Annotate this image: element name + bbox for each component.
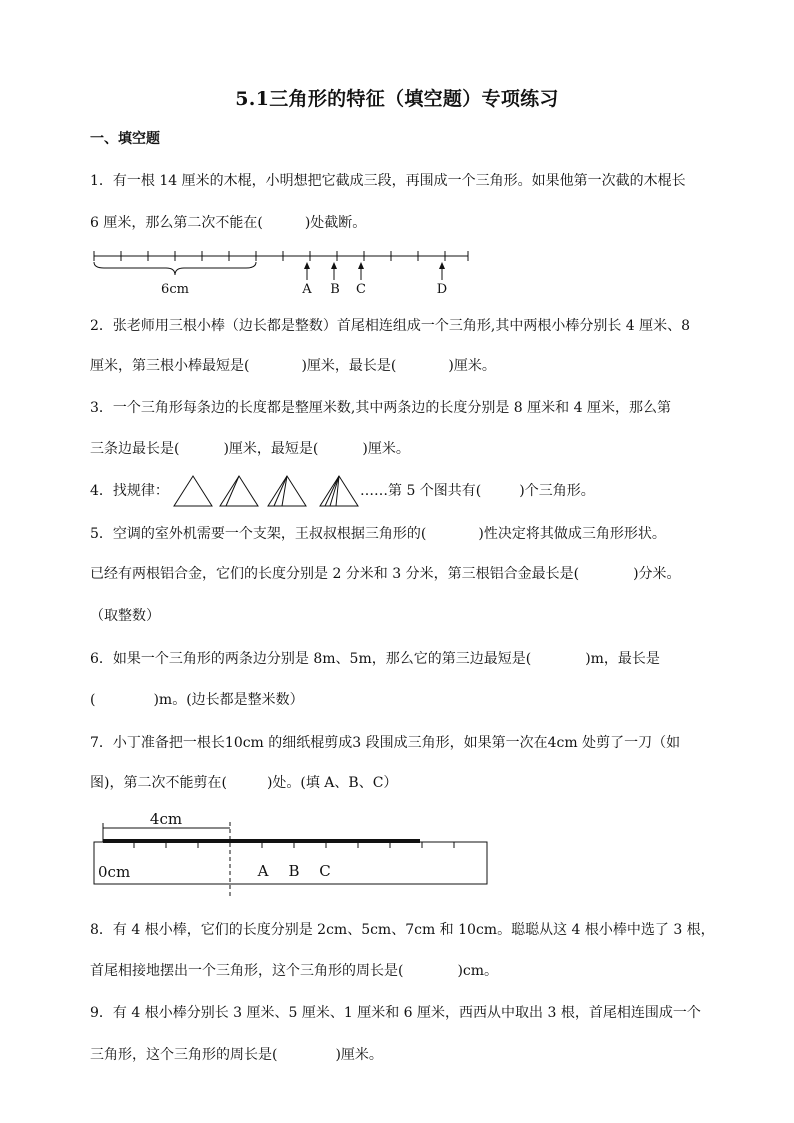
q1-measure-label: 6cm xyxy=(161,282,189,297)
q3-text-c: )厘米。 xyxy=(362,441,410,457)
q4-text-b: )个三角形。 xyxy=(519,483,595,499)
q8-line2 xyxy=(90,962,498,980)
q4-prefix: 4．找规律： xyxy=(90,483,169,499)
q9-text-a: 三角形，这个三角形的周长是( xyxy=(90,1047,278,1063)
q7-text-b: )处。(填 A、B、C） xyxy=(266,775,398,791)
q5-line3: （取整数） xyxy=(90,608,160,624)
q6-text-b: )m，最长是 xyxy=(585,651,660,667)
q7-line1: 7．小丁准备把一根长10cm 的细纸棍剪成3 段围成三角形，如果第一次在4cm 处剪了一刀（如 xyxy=(90,735,681,751)
q7-point-b: B xyxy=(288,862,300,880)
q7-zero-label: 0cm xyxy=(98,863,131,881)
q1-line1: 1．有一根 14 厘米的木棍，小明想把它截成三段，再围成一个三角形。如果他第一次截的木棍长 xyxy=(90,173,686,189)
q9-line2 xyxy=(90,1046,383,1064)
q1-point-c: C xyxy=(356,282,366,297)
q2-line1: 2．张老师用三根小棒（边长都是整数）首尾相连组成一个三角形,其中两根小棒分别长 4 厘米、8 xyxy=(90,318,691,334)
q9-text-b: )厘米。 xyxy=(335,1047,383,1063)
q5-text-c: 已经有两根铝合金，它们的长度分别是 2 分米和 3 分米，第三根铝合金最长是( xyxy=(90,566,580,582)
q5-text-b: )性决定将其做成三角形形状。 xyxy=(478,526,666,542)
q1-text-a: 6 厘米，那么第二次不能在( xyxy=(90,215,263,231)
q9-line1: 9．有 4 根小棒分别长 3 厘米、5 厘米、1 厘米和 6 厘米，西西从中取出 3 根，首尾相连围成一个 xyxy=(90,1005,701,1021)
q6-text-a: 6．如果一个三角形的两条边分别是 8m、5m，那么它的第三边最短是( xyxy=(90,651,532,667)
q1-point-d: D xyxy=(436,282,448,297)
q7-text-a: 图)，第二次不能剪在( xyxy=(90,775,227,791)
q1-point-b: B xyxy=(330,282,340,297)
q1-point-a: A xyxy=(302,282,312,297)
q7-point-c: C xyxy=(319,862,331,880)
q6-text-c: ( xyxy=(90,692,96,708)
q7-measure-label: 4cm xyxy=(149,810,183,828)
q6-text-d: )m。(边长都是整米数） xyxy=(153,692,304,708)
q8-text-b: )cm。 xyxy=(457,963,499,979)
q2-text-a: 厘米，第三根小棒最短是( xyxy=(90,358,250,374)
q2-text-b: )厘米，最长是( xyxy=(301,358,397,374)
page-title: 5.1三角形的特征（填空题）专项练习 xyxy=(235,88,559,110)
section-heading: 一、填空题 xyxy=(90,131,160,147)
q2-text-c: )厘米。 xyxy=(448,358,496,374)
q7-paper-stick xyxy=(103,839,420,843)
q1-text-b: )处截断。 xyxy=(304,215,367,231)
q7-point-a: A xyxy=(257,862,269,880)
q5-text-a: 5．空调的室外机需要一个支架，王叔叔根据三角形的( xyxy=(90,526,427,542)
q3-line1: 3．一个三角形每条边的长度都是整厘米数,其中两条边的长度分别是 8 厘米和 4 厘米，那么第 xyxy=(90,400,671,416)
q4-text-a: ……第 5 个图共有( xyxy=(360,483,482,499)
q3-text-a: 三条边最长是( xyxy=(90,441,180,457)
q8-line1: 8．有 4 根小棒，它们的长度分别是 2cm、5cm、7cm 和 10cm。聪聪从这 4 根小棒中选了 3 根， xyxy=(90,922,715,938)
q5-text-d: )分米。 xyxy=(633,566,681,582)
q3-text-b: )厘米，最短是( xyxy=(223,441,319,457)
q8-text-a: 首尾相接地摆出一个三角形，这个三角形的周长是( xyxy=(90,963,404,979)
